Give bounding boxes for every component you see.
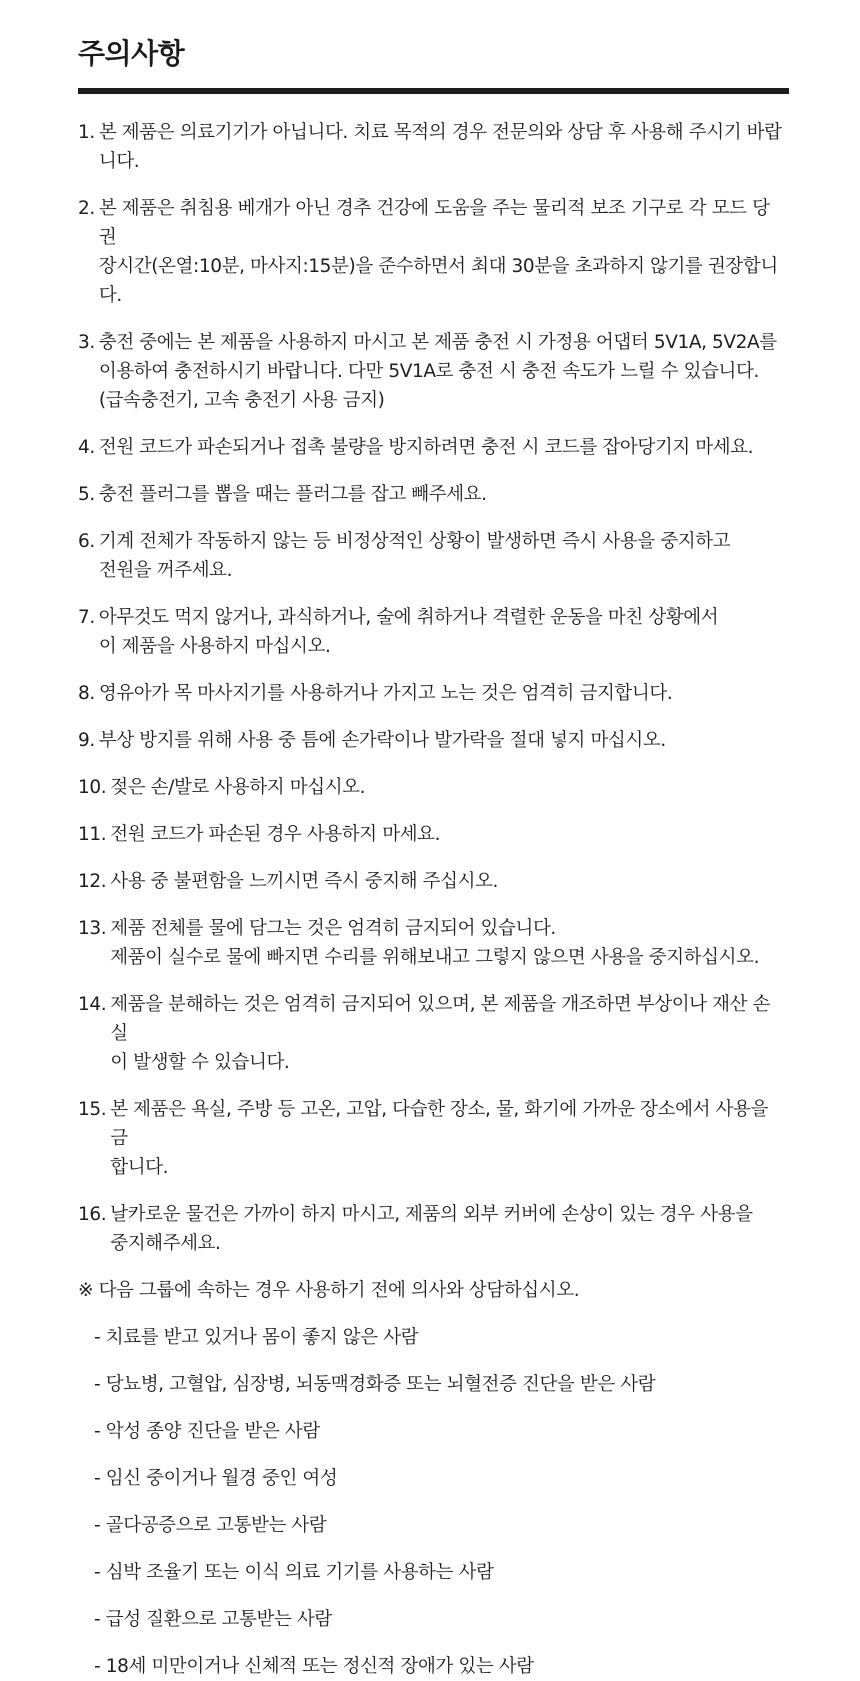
item-text: 본 제품은 취침용 베개가 아닌 경추 건강에 도움을 주는 물리적 보조 기구로 각 모드 당 권 장시간(온열:10분, 마사지:15분)을 준수하면서 최대 30분을 초과하지 않기를 권장합니다.	[98, 198, 778, 306]
item-text: 부상 방지를 위해 사용 중 틈에 손가락이나 발가락을 절대 넣지 마십시오.	[98, 730, 666, 751]
item-number: 10.	[78, 777, 107, 798]
item-number: 4.	[78, 437, 95, 458]
item-number: 8.	[78, 683, 95, 704]
risk-group-item: - 급성 질환으로 고통받는 사람	[94, 1609, 332, 1630]
caution-item	[78, 194, 782, 310]
item-text: 젖은 손/발로 사용하지 마십시오.	[110, 777, 366, 798]
caution-item	[78, 820, 782, 849]
title-divider	[78, 88, 789, 94]
risk-group-item: - 18세 미만이거나 신체적 또는 정신적 장애가 있는 사람	[94, 1656, 534, 1677]
caution-item	[78, 527, 782, 585]
risk-group-item: - 임신 중이거나 월경 중인 여성	[94, 1468, 338, 1489]
item-number: 9.	[78, 730, 95, 751]
item-number: 2.	[78, 198, 95, 219]
item-number: 12.	[78, 871, 107, 892]
caution-item	[78, 1095, 782, 1182]
caution-item	[78, 328, 782, 415]
risk-group-item: - 골다공증으로 고통받는 사람	[94, 1515, 327, 1536]
risk-group-item: - 당뇨병, 고혈압, 심장병, 뇌동맥경화증 또는 뇌혈전증 진단을 받은 사람	[94, 1374, 656, 1395]
caution-item	[78, 433, 782, 462]
caution-item	[78, 679, 782, 708]
caution-item	[78, 726, 782, 755]
caution-item	[78, 603, 782, 661]
item-number: 3.	[78, 332, 95, 353]
caution-list	[78, 118, 782, 1258]
item-number: 15.	[78, 1099, 107, 1120]
item-number: 14.	[78, 994, 107, 1015]
consult-doctor-note: ※ 다음 그룹에 속하는 경우 사용하기 전에 의사와 상담하십시오.	[78, 1280, 580, 1301]
item-text: 전원 코드가 파손되거나 접촉 불량을 방지하려면 충전 시 코드를 잡아당기지 마세요.	[98, 437, 754, 458]
item-number: 16.	[78, 1204, 107, 1225]
item-text: 사용 중 불편함을 느끼시면 즉시 중지해 주십시오.	[110, 871, 499, 892]
item-text: 제품을 분해하는 것은 엄격히 금지되어 있으며, 본 제품을 개조하면 부상이나 재산 손실 이 발생할 수 있습니다.	[110, 994, 771, 1073]
caution-item	[78, 773, 782, 802]
item-text: 영유아가 목 마사지기를 사용하거나 가지고 노는 것은 엄격히 금지합니다.	[98, 683, 673, 704]
item-number: 13.	[78, 918, 107, 939]
item-text: 본 제품은 욕실, 주방 등 고온, 고압, 다습한 장소, 물, 화기에 가까운 장소에서 사용을 금 합니다.	[110, 1099, 768, 1178]
caution-item	[78, 1200, 782, 1258]
caution-item	[78, 118, 782, 176]
item-text: 전원 코드가 파손된 경우 사용하지 마세요.	[110, 824, 441, 845]
page-title: 주의사항	[78, 37, 185, 70]
caution-item	[78, 990, 782, 1077]
item-text: 본 제품은 의료기기가 아닙니다. 치료 목적의 경우 전문의와 상담 후 사용해 주시기 바랍 니다.	[98, 122, 782, 172]
item-text: 충전 중에는 본 제품을 사용하지 마시고 본 제품 충전 시 가정용 어댑터 5V1A, 5V2A를 이용하여 충전하시기 바랍니다. 다만 5V1A로 충전 시 충전 속도가 느릴 수 있습니다. (급속충전기, 고속 충전기 사용 금지)	[98, 332, 777, 411]
item-text: 충전 플러그를 뽑을 때는 플러그를 잡고 빼주세요.	[98, 484, 487, 505]
item-number: 6.	[78, 531, 95, 552]
item-number: 7.	[78, 607, 95, 628]
caution-item	[78, 867, 782, 896]
item-text: 날카로운 물건은 가까이 하지 마시고, 제품의 외부 커버에 손상이 있는 경우 사용을 중지해주세요.	[110, 1204, 753, 1254]
caution-item	[78, 914, 782, 972]
risk-group-item: - 치료를 받고 있거나 몸이 좋지 않은 사람	[94, 1327, 419, 1348]
risk-group-item: - 악성 종양 진단을 받은 사람	[94, 1421, 320, 1442]
risk-group-item: - 심박 조율기 또는 이식 의료 기기를 사용하는 사람	[94, 1562, 494, 1583]
item-text: 아무것도 먹지 않거나, 과식하거나, 술에 취하거나 격렬한 운동을 마친 상황에서 이 제품을 사용하지 마십시오.	[98, 607, 719, 657]
caution-item	[78, 480, 782, 509]
item-number: 11.	[78, 824, 107, 845]
item-number: 1.	[78, 122, 95, 143]
item-number: 5.	[78, 484, 95, 505]
item-text: 제품 전체를 물에 담그는 것은 엄격히 금지되어 있습니다. 제품이 실수로 물에 빠지면 수리를 위해보내고 그렇지 않으면 사용을 중지하십시오.	[110, 918, 760, 968]
item-text: 기계 전체가 작동하지 않는 등 비정상적인 상황이 발생하면 즉시 사용을 중지하고 전원을 꺼주세요.	[98, 531, 731, 581]
risk-group-list	[78, 1323, 782, 1681]
